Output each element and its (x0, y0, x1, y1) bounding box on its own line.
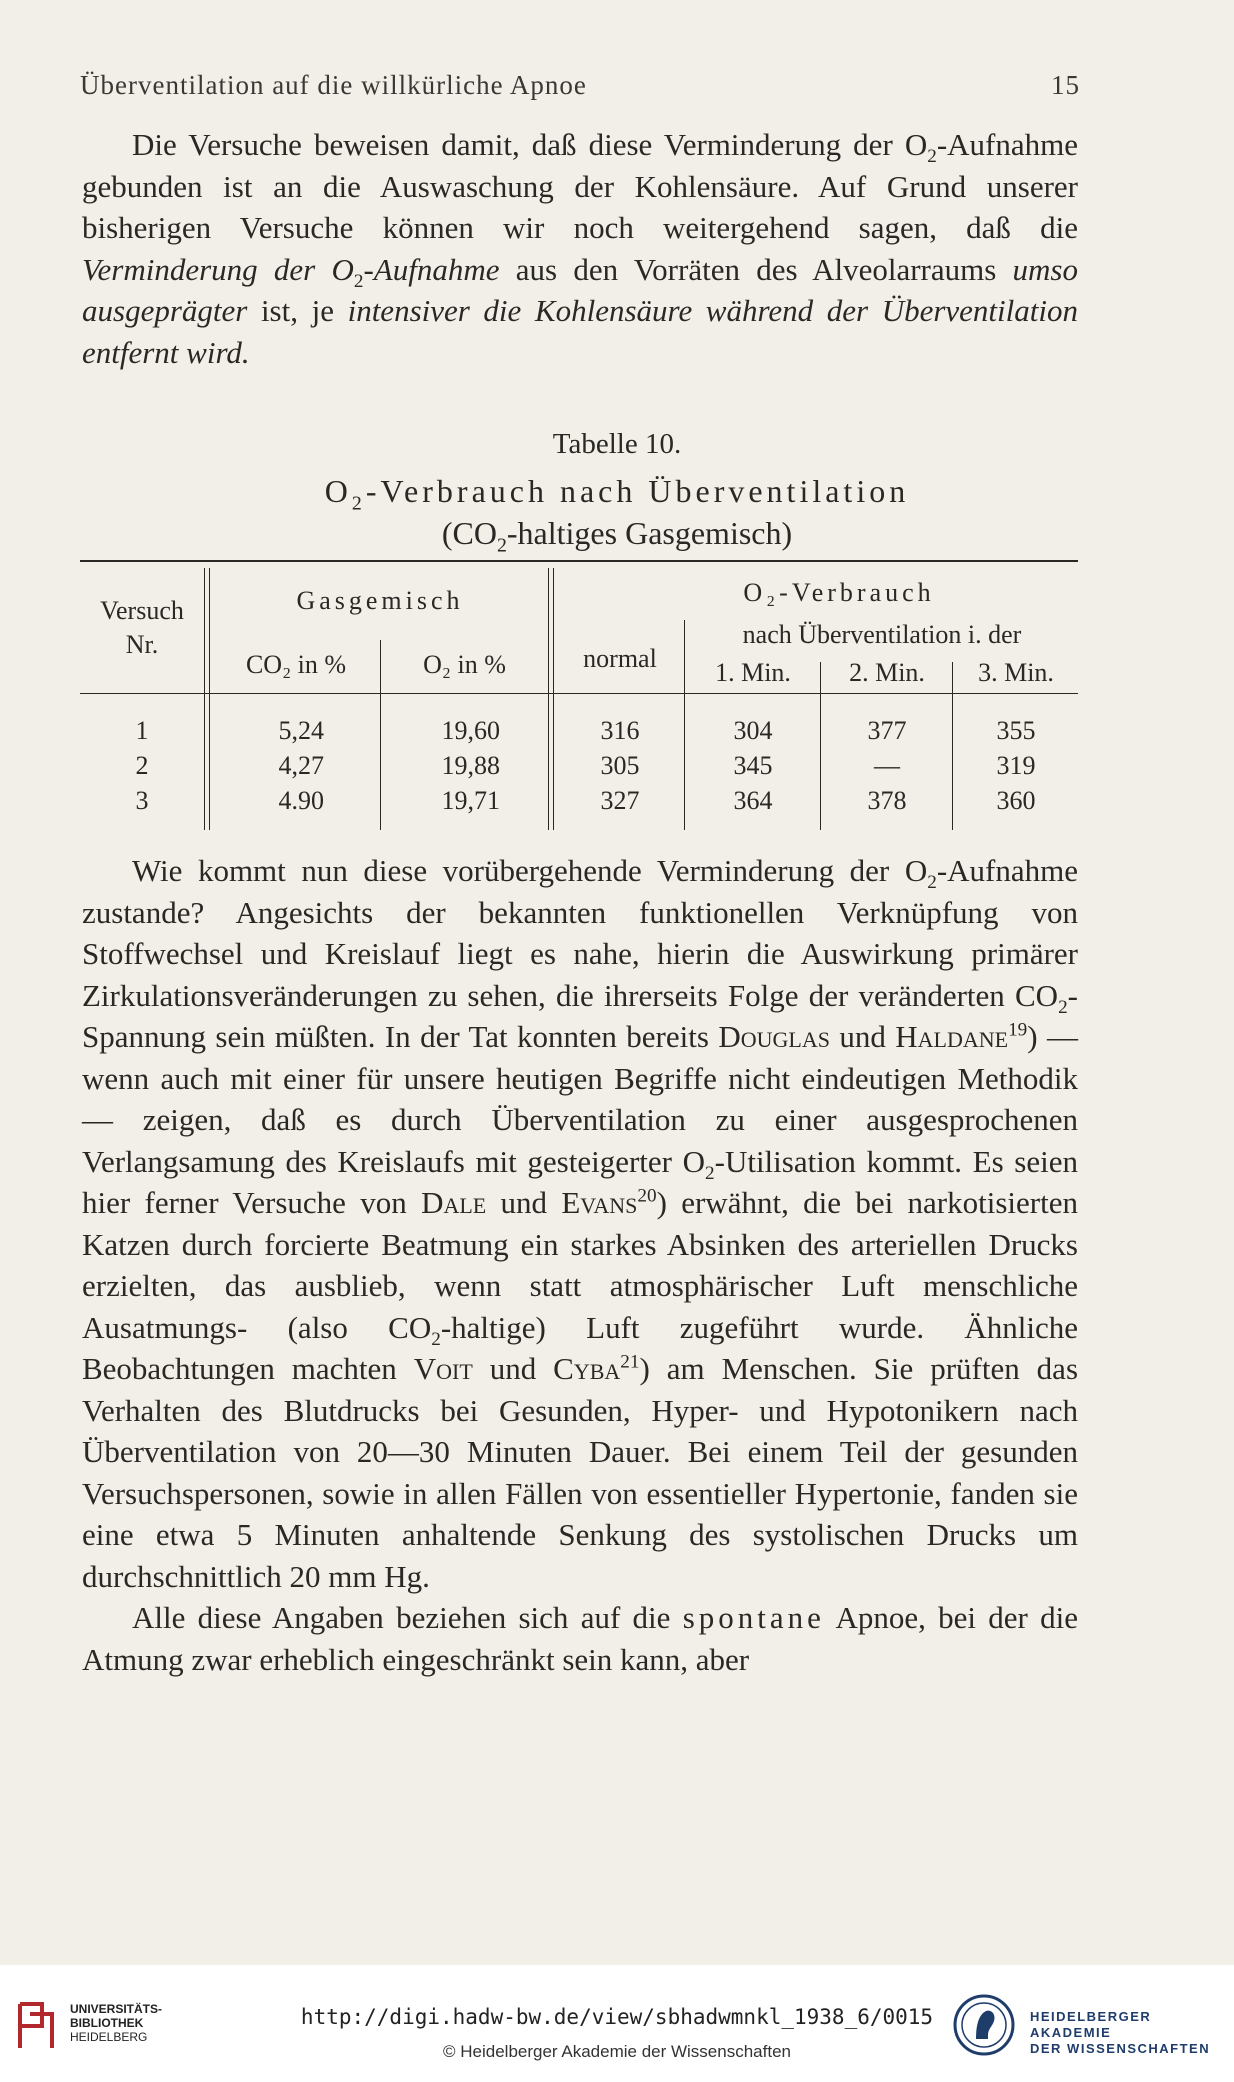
cell-normal: 316 (600, 716, 640, 745)
subscript: 2 (351, 492, 366, 515)
paragraph-3-text (82, 1597, 1078, 1680)
table-subtitle (0, 515, 1234, 557)
cell-min3: 319 (996, 751, 1036, 780)
text-run: ist, je (247, 293, 348, 328)
header-normal: normal (583, 644, 657, 673)
double-rule-left-a (204, 568, 205, 830)
digitization-footer (0, 1965, 1234, 2082)
text-run: -Spannung sein müßten. In der Tat konnten bereits (82, 977, 1078, 1054)
subtitle-text: -haltiges Gasgemisch) (506, 515, 793, 551)
cell-normal: 327 (600, 786, 640, 815)
text-run: -Aufnahme zustande? Angesichts der bekannten funktionellen Verknüpfung von Stoffwechsel und Kreislauf liegt es nahe, hierin die Auswirkung primärer Zirkulationsveränderungen zu sehen, die ihrerseits Folge der veränderten CO (82, 853, 1078, 1013)
cell-co2: 4.90 (278, 786, 324, 815)
cell-min3: 360 (996, 786, 1036, 815)
table-title (0, 473, 1234, 515)
text-run: und (829, 1019, 896, 1054)
italic-run: intensiver die Kohlensäure während der Überventilation entfernt wird. (82, 293, 1078, 370)
text-run: und (486, 1185, 562, 1220)
author-name: Voit (413, 1351, 473, 1386)
library-name-line: BIBLIOTHEK (70, 2016, 144, 2030)
reference-number: 20 (637, 1185, 657, 1207)
cell-nr: 1 (135, 716, 149, 745)
header-min2: 2. Min. (849, 658, 925, 687)
source-url-link[interactable]: http://digi.hadw-bw.de/view/sbhadwmnkl_1938_6/0015 (300, 2005, 934, 2029)
header-nach-ueberventilation: nach Überventilation i. der (742, 620, 1022, 649)
copyright-notice: © Heidelberger Akademie der Wissenschaften (443, 2042, 791, 2061)
double-rule-mid-a (548, 568, 549, 830)
italic-run: umso ausgeprägter (82, 251, 1078, 328)
double-rule-mid-b (553, 568, 554, 830)
cell-min1: 304 (733, 716, 773, 745)
cell-min1: 345 (733, 751, 773, 780)
cell-min2: — (874, 751, 900, 780)
title-text: -Verbrauch nach Überventilation (365, 473, 910, 509)
paragraph-2-text (82, 850, 1078, 1597)
library-name-line: HEIDELBERG (70, 2030, 148, 2044)
rule-min2-min3 (952, 662, 953, 830)
author-name: Evans (561, 1185, 638, 1220)
rule-normal-min1 (684, 620, 685, 830)
library-name-line: UNIVERSITÄTS- (70, 2002, 163, 2016)
cell-co2: 5,24 (278, 716, 324, 745)
cell-min2: 377 (867, 716, 907, 745)
table-header-rule (80, 693, 1078, 694)
header-co2: CO₂ in % (245, 650, 347, 679)
table-top-rule (80, 560, 1078, 562)
text-run: und (472, 1351, 554, 1386)
text-run: ) — wenn auch mit einer für unsere heutigen Begriffe nicht eindeutigen Methodik — zeigen, daß es durch Überventilation zu einer ausgesprochenen Verlangsamung des Kreislaufs mit gesteigerter O (82, 1019, 1078, 1179)
text-run: -haltige) Luft zugeführt wurde. Ähnliche Beobachtungen machten (82, 1309, 1078, 1386)
academy-name-line: HEIDELBERGER AKADEMIE (1030, 2009, 1152, 2040)
cell-min3: 355 (996, 716, 1036, 745)
author-name: Cyba (553, 1351, 621, 1386)
author-name: Haldane (895, 1019, 1009, 1054)
reference-number: 19 (1008, 1019, 1028, 1041)
header-nr: Nr. (125, 630, 159, 659)
academy-seal-icon (952, 1993, 1016, 2057)
subscript: 2 (431, 1328, 441, 1350)
text-run: aus den Vorräten des Alveolarraums (499, 251, 1013, 287)
text-run: -Aufnahme gebunden ist an die Auswaschung der Kohlensäure. Auf Grund unserer bisherigen Versuche können wir noch weitergehend sagen, daß die (82, 127, 1078, 245)
text-run: ) erwähnt, die bei narkotisierten Katzen durch forcierte Beatmung ein starkes Absinken des arteriellen Drucks erzielten, das ausblieb, wenn statt atmosphärischer Luft menschliche Ausatmungs- (also CO (82, 1185, 1078, 1345)
header-gasgemisch: Gasgemisch (296, 586, 464, 615)
subscript: 2 (496, 534, 507, 557)
header-min1: 1. Min. (715, 658, 791, 687)
title-text: O (324, 473, 352, 509)
cell-min2: 378 (867, 786, 907, 815)
academy-name (1030, 2009, 1234, 2057)
header-versuch: Versuch (100, 596, 184, 625)
subtitle-text: (CO (441, 515, 497, 551)
cell-co2: 4,27 (278, 751, 324, 780)
cell-nr: 3 (135, 786, 149, 815)
page-number: 15 (1051, 70, 1080, 100)
cell-o2: 19,71 (441, 786, 500, 815)
text-run: -Utilisation kommt. Es seien hier ferner Versuche von (82, 1143, 1078, 1220)
subscript: 2 (705, 1162, 715, 1184)
text-run: Alle diese Angaben beziehen sich auf die (132, 1600, 683, 1635)
header-o2-verbrauch: O₂-Verbrauch (743, 578, 935, 607)
paragraph-1 (82, 124, 1078, 373)
subscript: 2 (1058, 996, 1068, 1018)
subscript: 2 (927, 872, 937, 894)
table-label: Tabelle 10. (552, 428, 682, 460)
subscript: 2 (353, 270, 364, 292)
double-rule-left-b (209, 568, 210, 830)
rule-co2-o2 (380, 640, 381, 830)
spaced-emphasis: spontane (682, 1600, 825, 1635)
author-name: Dale (421, 1185, 487, 1220)
author-name: Douglas (718, 1019, 830, 1054)
text-run: Die Versuche beweisen damit, daß diese Verminderung der O (132, 127, 928, 162)
paragraph-2 (82, 850, 1078, 1680)
running-title: Überventilation auf die willkürliche Apnoe (80, 70, 587, 100)
cell-nr: 2 (135, 751, 149, 780)
rule-min1-min2 (820, 662, 821, 830)
text-run: ) am Menschen. Sie prüften das Verhalten des Blutdrucks bei Gesunden, Hyper- und Hypotonikern nach Überventilation von 20—30 Minuten Dauer. Bei einem Teil der gesunden Versuchspersonen, sowie in allen Fällen von essentieller Hypertonie, fanden sie eine etwa 5 Minuten anhaltende Senkung des systolischen Drucks um durchschnittlich 20 mm Hg. (82, 1351, 1079, 1594)
cell-min1: 364 (733, 786, 773, 815)
subscript: 2 (927, 146, 937, 168)
academy-name-line: DER WISSENSCHAFTEN (1030, 2041, 1211, 2056)
text-run: Wie kommt nun diese vorübergehende Verminderung der O (132, 853, 928, 888)
cell-o2: 19,88 (441, 751, 500, 780)
italic-run: Verminderung der O (82, 251, 354, 287)
running-header (80, 70, 1080, 101)
cell-normal: 305 (600, 751, 640, 780)
cell-o2: 19,60 (441, 716, 500, 745)
header-min3: 3. Min. (978, 658, 1054, 687)
text-run: Apnoe, bei der die Atmung zwar erheblich eingeschränkt sein kann, aber (82, 1600, 1078, 1677)
paragraph-1-text (82, 124, 1078, 373)
italic-run: -Aufnahme (363, 251, 500, 287)
header-o2: O₂ in % (423, 650, 506, 679)
reference-number: 21 (620, 1351, 640, 1373)
